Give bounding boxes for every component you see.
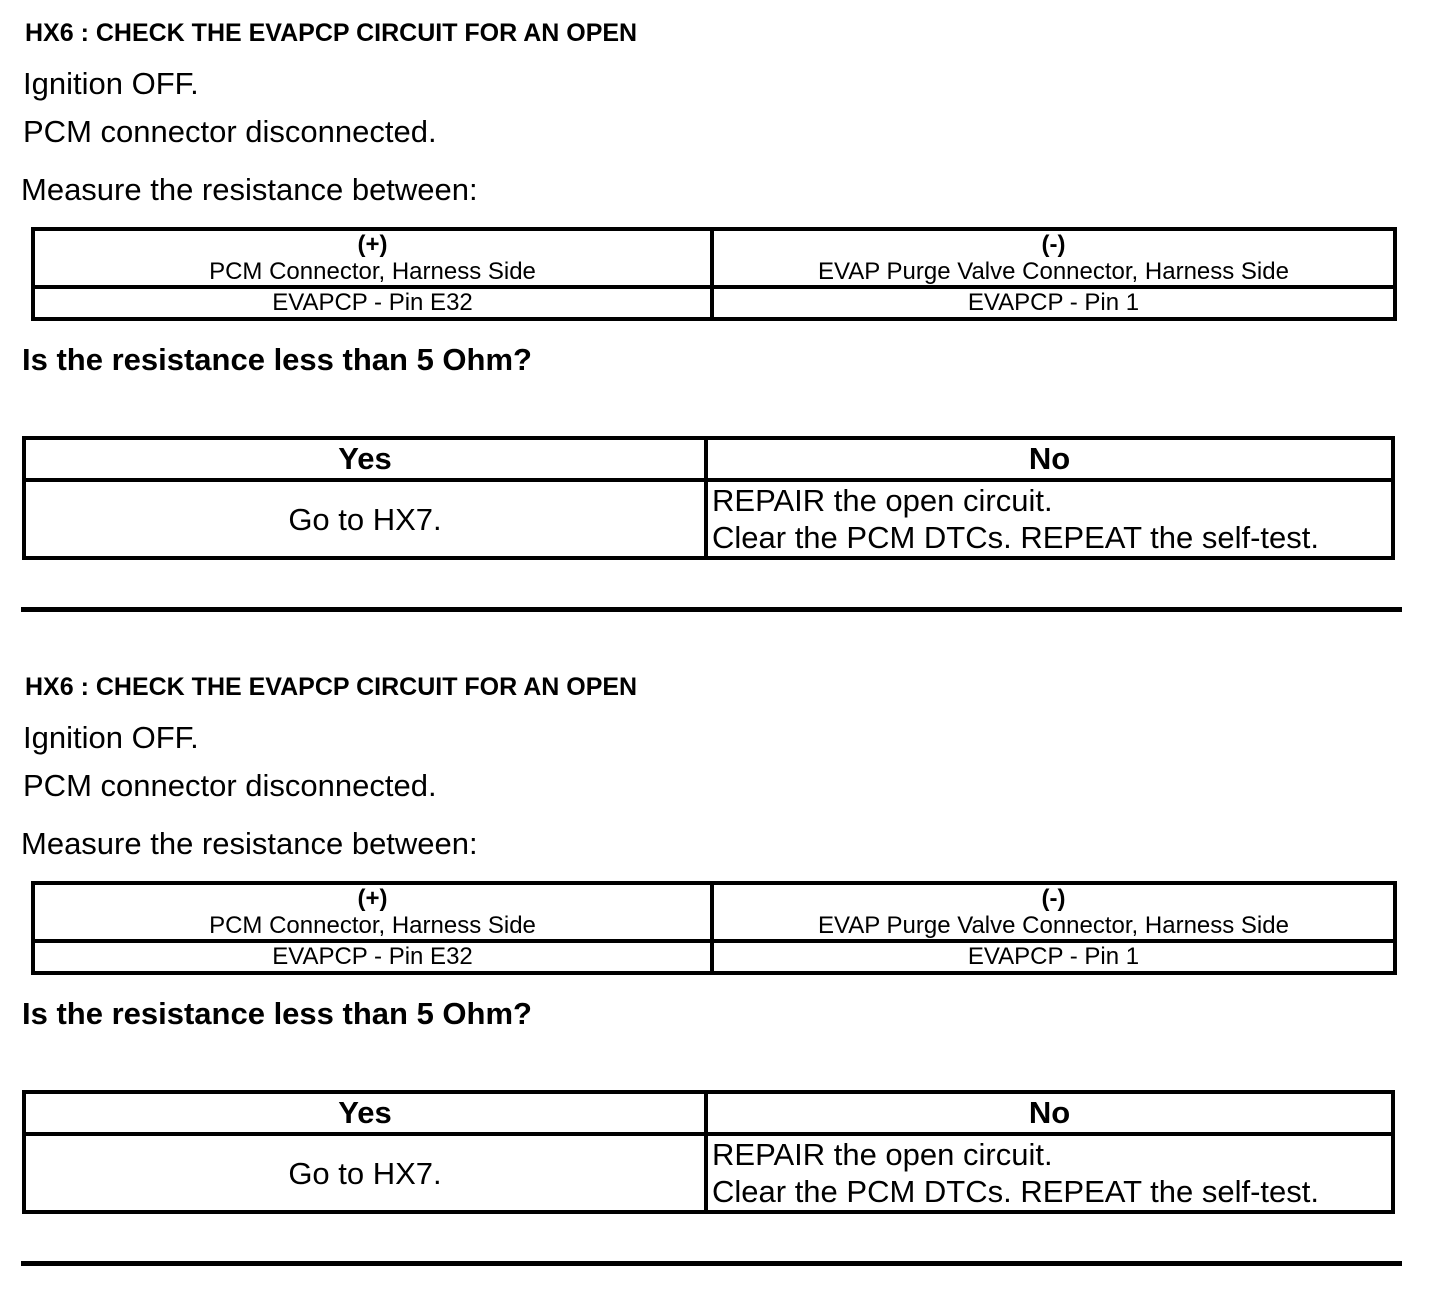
negative-label: EVAP Purge Valve Connector, Harness Side bbox=[818, 912, 1289, 939]
yes-action: Go to HX7. bbox=[24, 1134, 706, 1212]
result-header-row bbox=[24, 438, 1393, 480]
negative-header-cell bbox=[712, 229, 1395, 287]
positive-sign: (+) bbox=[357, 885, 388, 912]
measurement-pin-row bbox=[33, 287, 1395, 319]
negative-sign: (-) bbox=[1041, 231, 1066, 258]
negative-sign: (-) bbox=[1041, 885, 1066, 912]
negative-label: EVAP Purge Valve Connector, Harness Side bbox=[818, 258, 1289, 285]
result-action-row bbox=[24, 1134, 1393, 1212]
measurement-table bbox=[31, 227, 1397, 321]
instruction-text: Measure the resistance between: bbox=[21, 172, 478, 207]
question-text: Is the resistance less than 5 Ohm? bbox=[22, 342, 532, 377]
negative-pin: EVAPCP - Pin 1 bbox=[712, 287, 1395, 319]
measurement-pin-row bbox=[33, 941, 1395, 973]
positive-sign: (+) bbox=[357, 231, 388, 258]
no-header: No bbox=[706, 1092, 1393, 1134]
yes-action: Go to HX7. bbox=[24, 480, 706, 558]
condition-ignition: Ignition OFF. bbox=[23, 720, 199, 755]
yes-header: Yes bbox=[24, 1092, 706, 1134]
no-action-line: REPAIR the open circuit. bbox=[712, 1137, 1053, 1172]
no-action-cell bbox=[706, 1134, 1393, 1212]
measurement-header-row bbox=[33, 883, 1395, 941]
no-header: No bbox=[706, 438, 1393, 480]
section-divider bbox=[21, 1261, 1402, 1266]
no-action-cell bbox=[706, 480, 1393, 558]
result-action-row bbox=[24, 480, 1393, 558]
measurement-table bbox=[31, 881, 1397, 975]
positive-pin: EVAPCP - Pin E32 bbox=[33, 287, 712, 319]
step-title: HX6 : CHECK THE EVAPCP CIRCUIT FOR AN OPEN bbox=[25, 673, 638, 701]
yes-header: Yes bbox=[24, 438, 706, 480]
test-step-section bbox=[0, 654, 1440, 1308]
instruction-text: Measure the resistance between: bbox=[21, 826, 478, 861]
positive-label: PCM Connector, Harness Side bbox=[209, 912, 536, 939]
result-header-row bbox=[24, 1092, 1393, 1134]
condition-ignition: Ignition OFF. bbox=[23, 66, 199, 101]
positive-header-cell bbox=[33, 229, 712, 287]
no-action-line: Clear the PCM DTCs. REPEAT the self-test. bbox=[712, 520, 1319, 555]
negative-header-cell bbox=[712, 883, 1395, 941]
positive-label: PCM Connector, Harness Side bbox=[209, 258, 536, 285]
condition-connector: PCM connector disconnected. bbox=[23, 114, 437, 149]
no-action-line: Clear the PCM DTCs. REPEAT the self-test. bbox=[712, 1174, 1319, 1209]
section-divider bbox=[21, 607, 1402, 612]
negative-pin: EVAPCP - Pin 1 bbox=[712, 941, 1395, 973]
no-action-line: REPAIR the open circuit. bbox=[712, 483, 1053, 518]
condition-connector: PCM connector disconnected. bbox=[23, 768, 437, 803]
positive-pin: EVAPCP - Pin E32 bbox=[33, 941, 712, 973]
question-text: Is the resistance less than 5 Ohm? bbox=[22, 996, 532, 1031]
measurement-header-row bbox=[33, 229, 1395, 287]
positive-header-cell bbox=[33, 883, 712, 941]
result-table bbox=[22, 436, 1395, 560]
step-title: HX6 : CHECK THE EVAPCP CIRCUIT FOR AN OPEN bbox=[25, 19, 638, 47]
result-table bbox=[22, 1090, 1395, 1214]
